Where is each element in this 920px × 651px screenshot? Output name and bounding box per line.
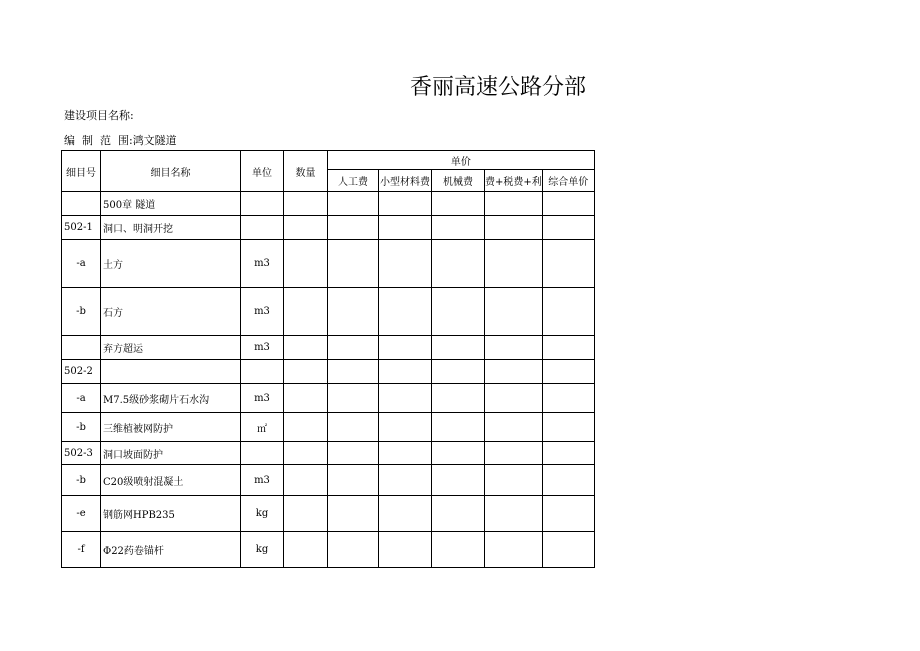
row-item-no: -b — [62, 413, 101, 442]
row-qty — [284, 442, 328, 465]
row-qty — [284, 496, 328, 532]
row-tax-fee — [485, 496, 543, 532]
row-item-no: -f — [62, 532, 101, 568]
row-tax-fee — [485, 413, 543, 442]
row-item-name: C20级喷射混凝土 — [101, 465, 241, 496]
header-small-material: 小型材料费 — [379, 170, 432, 192]
row-tax-fee — [485, 288, 543, 336]
row-combined-price — [542, 288, 594, 336]
table-row — [62, 442, 595, 465]
row-machine — [432, 465, 485, 496]
table-row — [62, 360, 595, 384]
row-combined-price — [542, 360, 594, 384]
row-tax-fee — [485, 192, 543, 216]
scope-value: 鸿文隧道 — [132, 134, 177, 147]
row-unit: kg — [241, 532, 284, 568]
row-unit — [241, 216, 284, 240]
row-tax-fee — [485, 240, 543, 288]
row-labor — [328, 216, 379, 240]
row-unit: ㎡ — [241, 413, 284, 442]
row-item-name: 钢筋网HPB235 — [101, 496, 241, 532]
row-unit: m3 — [241, 240, 284, 288]
row-item-no: -b — [62, 288, 101, 336]
header-item-no: 细目号 — [62, 151, 101, 192]
header-labor: 人工费 — [328, 170, 379, 192]
row-labor — [328, 384, 379, 413]
row-combined-price — [542, 442, 594, 465]
row-qty — [284, 465, 328, 496]
row-item-no: 502-2 — [62, 360, 101, 384]
row-item-name: 洞口坡面防护 — [101, 442, 241, 465]
table-row — [62, 240, 595, 288]
row-labor — [328, 532, 379, 568]
header-qty: 数量 — [284, 151, 328, 192]
row-small-material — [379, 336, 432, 360]
row-item-no — [62, 192, 101, 216]
row-qty — [284, 240, 328, 288]
row-qty — [284, 413, 328, 442]
row-item-name: 石方 — [101, 288, 241, 336]
row-item-name: 洞口、明洞开挖 — [101, 216, 241, 240]
row-unit — [241, 360, 284, 384]
row-labor — [328, 413, 379, 442]
row-small-material — [379, 465, 432, 496]
row-machine — [432, 360, 485, 384]
row-unit: kg — [241, 496, 284, 532]
row-item-no: -a — [62, 240, 101, 288]
table-row — [62, 336, 595, 360]
project-name-label: 建设项目名称: — [64, 109, 134, 122]
row-unit: m3 — [241, 336, 284, 360]
row-unit: m3 — [241, 465, 284, 496]
row-machine — [432, 240, 485, 288]
row-small-material — [379, 384, 432, 413]
row-machine — [432, 384, 485, 413]
row-item-no: -b — [62, 465, 101, 496]
row-combined-price — [542, 465, 594, 496]
page-title: 香丽高速公路分部 — [410, 75, 587, 100]
row-small-material — [379, 360, 432, 384]
row-small-material — [379, 288, 432, 336]
row-item-name: M7.5级砂浆砌片石水沟 — [101, 384, 241, 413]
row-labor — [328, 192, 379, 216]
row-combined-price — [542, 532, 594, 568]
table-row — [62, 216, 595, 240]
row-labor — [328, 240, 379, 288]
row-qty — [284, 532, 328, 568]
row-tax-fee — [485, 216, 543, 240]
row-qty — [284, 216, 328, 240]
table-row — [62, 532, 595, 568]
header-unit-price: 单价 — [328, 151, 595, 170]
row-labor — [328, 442, 379, 465]
table-row — [62, 465, 595, 496]
row-small-material — [379, 216, 432, 240]
row-machine — [432, 216, 485, 240]
table-body — [62, 192, 595, 568]
table-row — [62, 413, 595, 442]
row-combined-price — [542, 192, 594, 216]
row-qty — [284, 288, 328, 336]
row-combined-price — [542, 240, 594, 288]
cost-table — [61, 150, 595, 568]
row-combined-price — [542, 384, 594, 413]
scope-label: 编 制 范 围: — [64, 134, 133, 147]
row-unit — [241, 442, 284, 465]
row-combined-price — [542, 496, 594, 532]
row-tax-fee — [485, 532, 543, 568]
row-machine — [432, 336, 485, 360]
scope-line — [64, 132, 177, 148]
row-small-material — [379, 532, 432, 568]
row-labor — [328, 465, 379, 496]
header-machine: 机械费 — [432, 170, 485, 192]
row-qty — [284, 384, 328, 413]
row-tax-fee — [485, 442, 543, 465]
row-tax-fee — [485, 336, 543, 360]
row-item-name: 500章 隧道 — [101, 192, 241, 216]
row-small-material — [379, 192, 432, 216]
row-qty — [284, 192, 328, 216]
row-item-name: Φ22药卷锚杆 — [101, 532, 241, 568]
row-machine — [432, 496, 485, 532]
row-unit: m3 — [241, 288, 284, 336]
row-small-material — [379, 413, 432, 442]
row-item-name — [101, 360, 241, 384]
header-item-name: 细目名称 — [101, 151, 241, 192]
row-item-name: 弃方超运 — [101, 336, 241, 360]
row-machine — [432, 532, 485, 568]
row-machine — [432, 192, 485, 216]
table-row — [62, 384, 595, 413]
row-labor — [328, 360, 379, 384]
row-unit — [241, 192, 284, 216]
row-qty — [284, 360, 328, 384]
row-combined-price — [542, 336, 594, 360]
row-combined-price — [542, 216, 594, 240]
header-tax-fee: 费+税费+利 — [485, 170, 543, 192]
row-item-name: 土方 — [101, 240, 241, 288]
row-item-no: -a — [62, 384, 101, 413]
row-item-no: -e — [62, 496, 101, 532]
row-machine — [432, 288, 485, 336]
row-qty — [284, 336, 328, 360]
header-unit: 单位 — [241, 151, 284, 192]
row-labor — [328, 336, 379, 360]
table-row — [62, 192, 595, 216]
row-small-material — [379, 496, 432, 532]
row-machine — [432, 413, 485, 442]
row-tax-fee — [485, 384, 543, 413]
row-small-material — [379, 240, 432, 288]
row-combined-price — [542, 413, 594, 442]
row-tax-fee — [485, 360, 543, 384]
row-labor — [328, 496, 379, 532]
row-tax-fee — [485, 465, 543, 496]
row-item-no — [62, 336, 101, 360]
row-item-no: 502-3 — [62, 442, 101, 465]
header-combined-price: 综合单价 — [542, 170, 594, 192]
row-machine — [432, 442, 485, 465]
table-row — [62, 496, 595, 532]
row-small-material — [379, 442, 432, 465]
row-item-no: 502-1 — [62, 216, 101, 240]
row-labor — [328, 288, 379, 336]
row-unit: m3 — [241, 384, 284, 413]
table-row — [62, 288, 595, 336]
row-item-name: 三维植被网防护 — [101, 413, 241, 442]
